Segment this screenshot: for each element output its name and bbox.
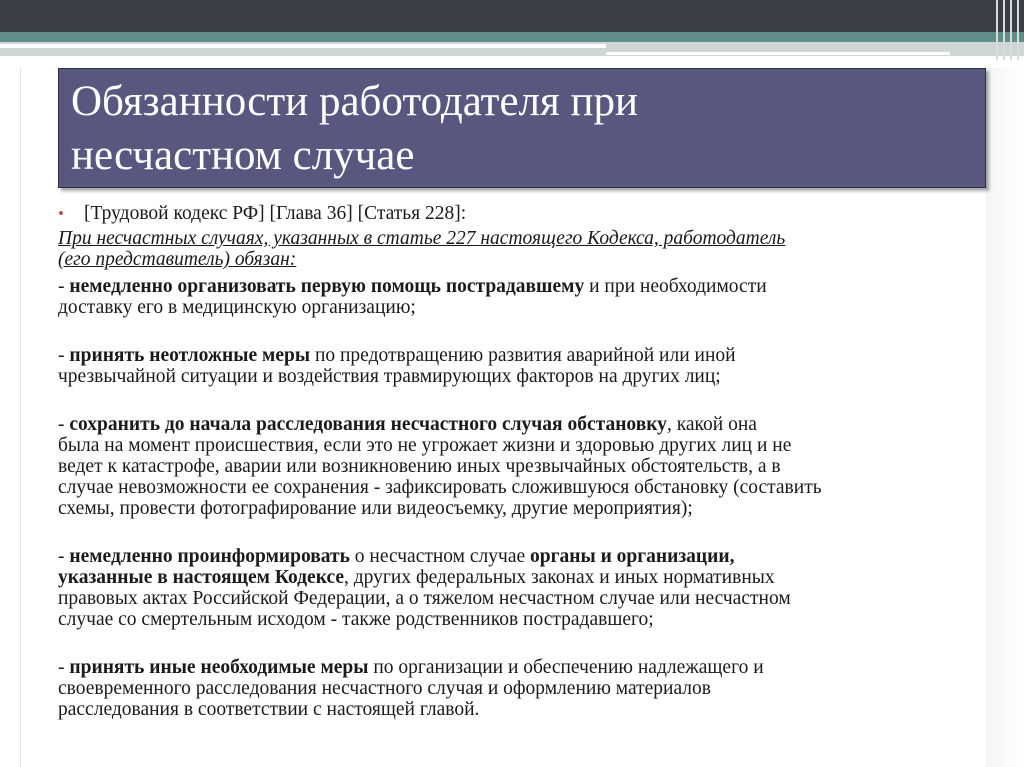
corner-stripe <box>1017 0 1019 60</box>
slide-body <box>58 203 986 720</box>
corner-stripe <box>996 0 998 60</box>
slide-title <box>71 75 973 183</box>
duty-item-inform: - немедленно проинформировать о несчастном случае органы и организации, указанные в настоящем Кодексе, других федеральных законах и иных нормативных правовых актах Российской Федерации, а о тяжелом несчастном случае или несчастном случае со смертельным исходом - также родственников пострадавшего; <box>58 546 791 630</box>
title-line-2: несчастном случае <box>71 132 415 179</box>
title-line-1: Обязанности работодателя при <box>71 78 639 125</box>
duty-item-first-aid: - немедленно организовать первую помощь пострадавшему и при необходимости доставку его в медицинскую организацию; <box>58 276 767 318</box>
left-guide-line <box>20 66 21 767</box>
top-dark-bar <box>0 0 1024 32</box>
slide-title-box <box>58 68 986 188</box>
top-teal-bar <box>0 32 1024 42</box>
source-bullet <box>58 203 986 224</box>
top-highlight-line-right <box>606 52 950 55</box>
intro-text: При несчастных случаях, указанных в статье 227 настоящего Кодекса, работодатель (его представитель) обязан: <box>58 228 786 270</box>
source-reference: [Трудовой кодекс РФ] [Глава 36] [Статья 228]: <box>84 203 467 224</box>
corner-stripe <box>1003 0 1005 60</box>
duty-item-other-measures: - принять иные необходимые меры по организации и обеспечению надлежащего и своевременного расследования несчастного случая и оформлению материалов расследования в соответствии с настоящей главой. <box>58 657 764 720</box>
top-highlight-line-left <box>0 44 606 48</box>
duty-item-preserve-scene: - сохранить до начала расследования несчастного случая обстановку, какой она была на момент происшествия, если это не угрожает жизни и здоровью других лиц и не ведет к катастрофе, аварии или возникновению иных чрезвычайных обстоятельств, а в случае невозможности ее сохранения - зафиксировать сложившуюся обстановку (составить схемы, провести фотографирование или видеосъемку, другие мероприятия); <box>58 414 822 519</box>
right-side-rail <box>986 68 1024 767</box>
duty-item-urgent-measures: - принять неотложные меры по предотвращению развития аварийной или иной чрезвычайной ситуации и воздействия травмирующих факторов на других лиц; <box>58 345 736 387</box>
bullet-dot-icon: • <box>58 204 64 223</box>
corner-stripe <box>1010 0 1012 60</box>
